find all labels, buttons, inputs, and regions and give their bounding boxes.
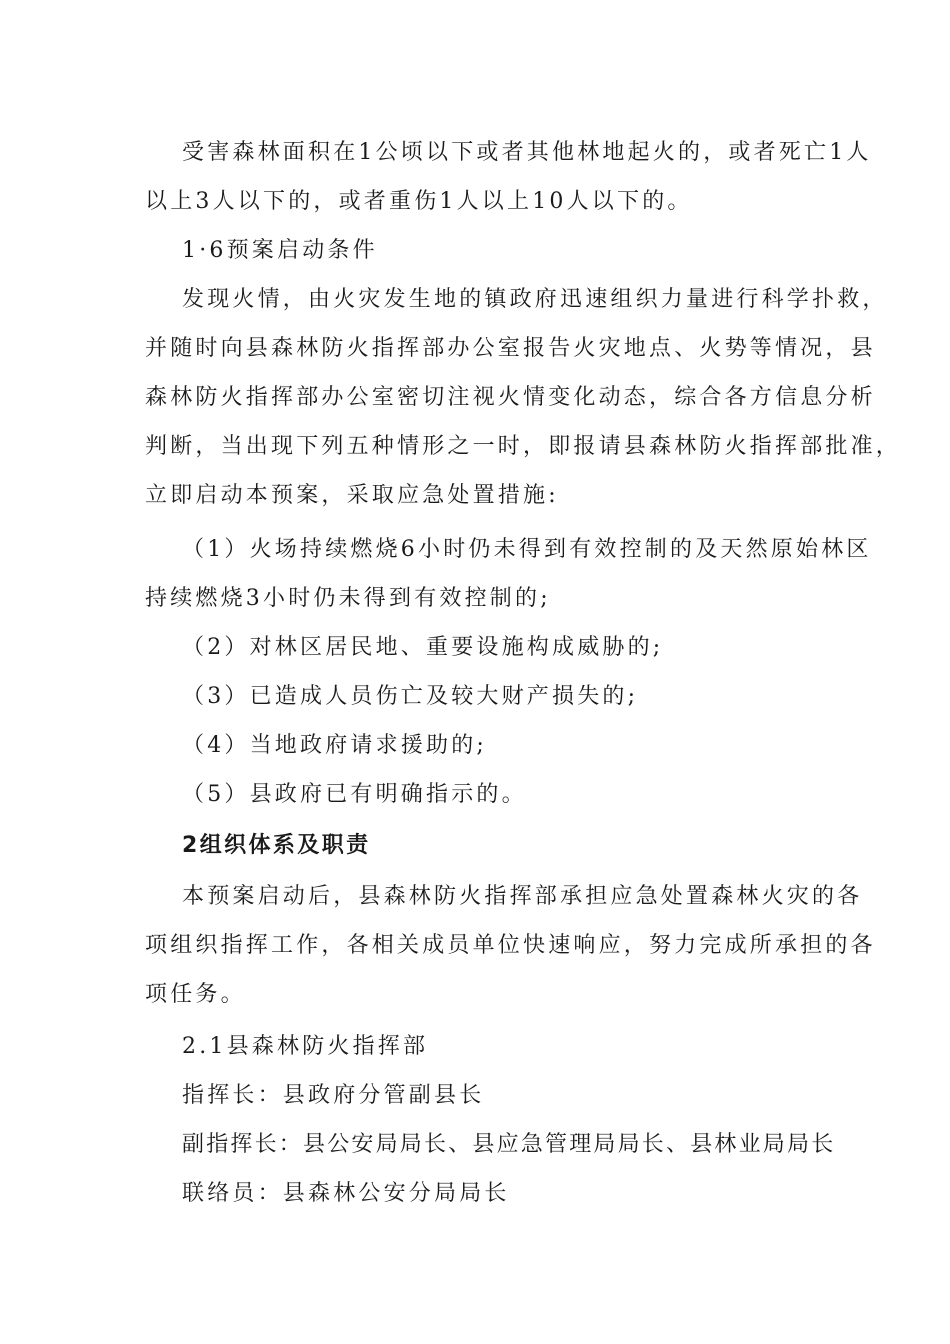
paragraph-line: 持续燃烧3小时仍未得到有效控制的; (145, 586, 551, 611)
list-item-1: （1）火场持续燃烧6小时仍未得到有效控制的及天然原始林区 (182, 537, 872, 562)
paragraph-line: 森林防火指挥部办公室密切注视火情变化动态，综合各方信息分析 (145, 385, 876, 410)
role-liaison: 联络员：县森林公安分局局长 (182, 1181, 510, 1206)
list-item-3: （3）已造成人员伤亡及较大财产损失的; (182, 684, 639, 709)
paragraph-line: 以上3人以下的，或者重伤1人以上10人以下的。 (145, 189, 693, 214)
list-item-4: （4）当地政府请求援助的; (182, 733, 488, 758)
role-commander: 指挥长：县政府分管副县长 (182, 1083, 485, 1108)
list-item-5: （5）县政府已有明确指示的。 (182, 782, 527, 807)
section-heading-2: 2组织体系及职责 (182, 833, 371, 858)
section-heading-1-6: 1·6预案启动条件 (182, 238, 378, 263)
paragraph-line: 项组织指挥工作，各相关成员单位快速响应，努力完成所承担的各 (145, 933, 876, 958)
role-deputy-commander: 副指挥长：县公安局局长、县应急管理局局长、县林业局局长 (182, 1132, 836, 1157)
section-heading-2-1: 2.1县森林防火指挥部 (182, 1034, 429, 1059)
paragraph-line: 发现火情，由火灾发生地的镇政府迅速组织力量进行科学扑救， (182, 287, 888, 312)
paragraph-line: 本预案启动后，县森林防火指挥部承担应急处置森林火灾的各 (182, 884, 863, 909)
paragraph-line: 项任务。 (145, 982, 246, 1007)
paragraph-line: 判断，当出现下列五种情形之一时，即报请县森林防火指挥部批准， (145, 434, 902, 459)
paragraph-line: 并随时向县森林防火指挥部办公室报告火灾地点、火势等情况，县 (145, 336, 876, 361)
paragraph-line: 立即启动本预案，采取应急处置措施: (145, 483, 559, 508)
paragraph-line: 受害森林面积在1公顷以下或者其他林地起火的，或者死亡1人 (182, 140, 872, 165)
list-item-2: （2）对林区居民地、重要设施构成威胁的; (182, 635, 664, 660)
